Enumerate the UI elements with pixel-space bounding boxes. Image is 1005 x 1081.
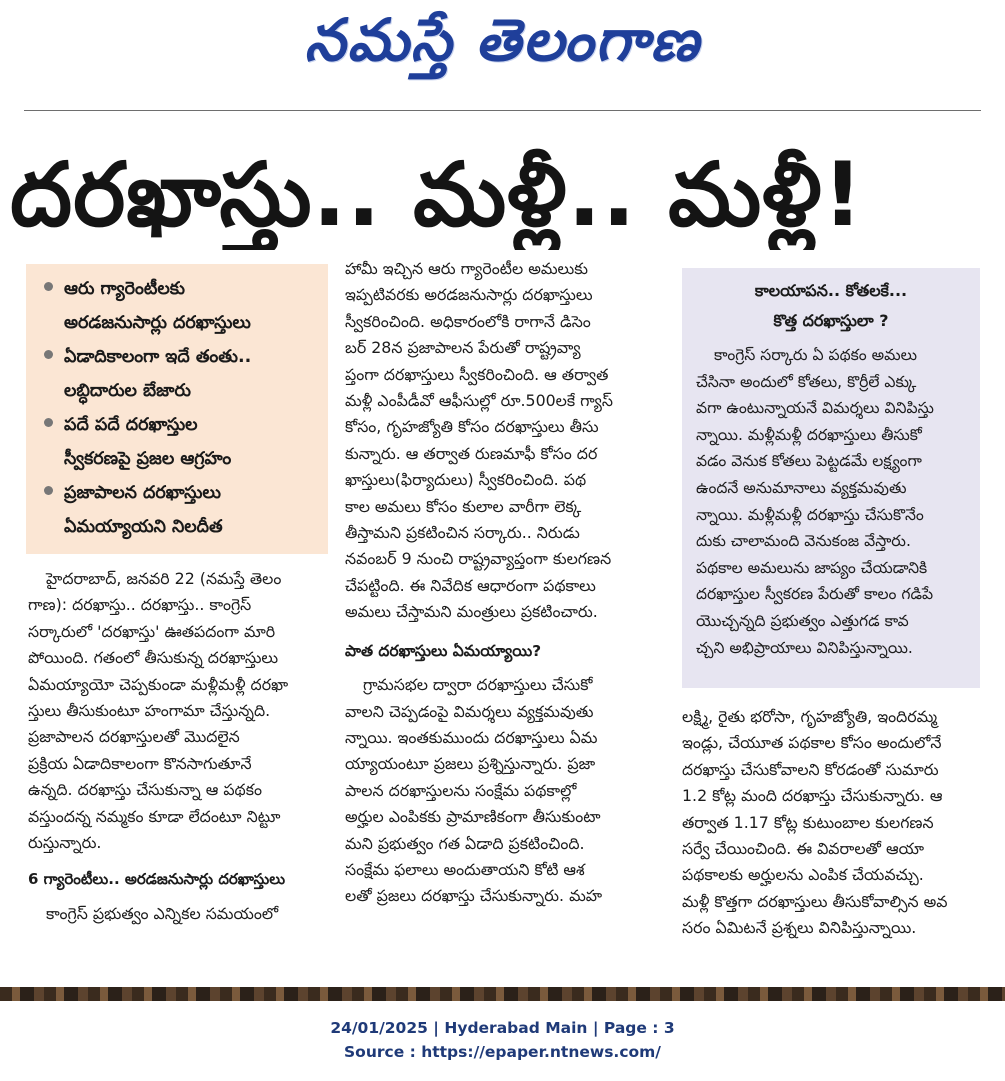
- highlight-item: [42, 476, 318, 544]
- text-line: దరఖాస్తుల స్వీకరణ పేరుతో కాలం గడిపే: [696, 585, 934, 604]
- article-column-1: [28, 566, 328, 927]
- text-line: ఇప్పటివరకు అరడజనుసార్లు దరఖాస్తులు: [345, 285, 593, 305]
- highlight-line: ప్రజాపాలన దరఖాస్తులు: [64, 483, 221, 503]
- highlights-list: [42, 272, 318, 544]
- text-line: వగా ఉంటున్నాయనే విమర్శలు వినిపిస్తు: [696, 399, 934, 418]
- subheading-old-applications: పాత దరఖాస్తులు ఏమయ్యాయి?: [345, 641, 542, 660]
- text-line: లక్ష్మి, రైతు భరోసా, గృహజ్యోతి, ఇందిరమ్మ: [682, 707, 938, 726]
- page-footer: [0, 1016, 1005, 1064]
- text-line: సంక్షేమ ఫలాలు అందుతాయని కోటి ఆశ: [345, 859, 585, 879]
- text-line: ఉందనే అనుమానాలు వ్యక్తమవుతు: [696, 478, 907, 497]
- text-line: న్నాయి. ఇంతకుముందు దరఖాస్తులు ఏమ: [345, 727, 598, 747]
- sidebar-body: [696, 342, 966, 661]
- text-line: ఉన్నది. దరఖాస్తు చేసుకున్నా ఆ పథకం: [28, 780, 262, 800]
- text-line: కాంగ్రెస్ సర్కారు ఏ పథకం అమలు: [714, 346, 918, 364]
- highlights-box: [26, 264, 328, 554]
- text-line: కాల అమలు కోసం కులాల వారీగా లెక్క: [345, 496, 582, 516]
- text-line: గ్రామసభల ద్వారా దరఖాస్తులు చేసుకో: [363, 675, 593, 695]
- text-line: సరం ఏమిటనే ప్రశ్నలు వినిపిస్తున్నాయి.: [682, 918, 917, 938]
- masthead: [0, 0, 1005, 88]
- decorative-strip: [0, 987, 1005, 1001]
- text-line: సర్వే చేయించింది. ఈ వివరాలతో ఆయా: [682, 839, 924, 859]
- highlight-item: [42, 340, 318, 408]
- text-line: చ్చని అభిప్రాయాలు వినిపిస్తున్నాయి.: [696, 638, 913, 657]
- text-line: స్తులు తీసుకుంటూ హంగామా చేస్తున్నది.: [28, 701, 271, 721]
- text-line: మళ్లీ ఎంపీడీవో ఆఫీసుల్లో రూ.500లకే గ్యాస్: [345, 391, 614, 411]
- text-line: హామీ ఇచ్చిన ఆరు గ్యారెంటీల అమలుకు: [345, 259, 588, 278]
- column-2-body-2: [345, 672, 663, 910]
- highlight-line: ఆరు గ్యారెంటీలకు: [64, 279, 185, 299]
- sidebar-box: [682, 268, 980, 688]
- text-line: పోయింది. గతంలో తీసుకున్న దరఖాస్తులు: [28, 648, 279, 668]
- text-line: హైదరాబాద్, జనవరి 22 (నమస్తే తెలం: [46, 569, 282, 588]
- text-line: వడం వెనుక కోతలు పెట్టడమే లక్ష్యంగా: [696, 452, 922, 471]
- text-line: కోసం, గృహజ్యోతి కోసం దరఖాస్తులు తీసు: [345, 417, 599, 437]
- footer-edition-info: 24/01/2025 | Hyderabad Main | Page : 3: [330, 1019, 675, 1037]
- text-line: రుస్తున్నారు.: [28, 833, 102, 853]
- text-line: పాలన దరఖాస్తులను సంక్షేమ పథకాల్లో: [345, 780, 577, 800]
- column-1-tail: కాంగ్రెస్ ప్రభుత్వం ఎన్నికల సమయంలో: [46, 903, 279, 923]
- text-line: ఇండ్లు, చేయూత పథకాల కోసం అందులోనే: [682, 733, 942, 753]
- text-line: య్యాయంటూ ప్రజలు ప్రశ్నిస్తున్నారు. ప్రజా: [345, 754, 596, 774]
- text-line: 1.2 కోట్ల మంది దరఖాస్తు చేసుకున్నారు. ఆ: [682, 786, 943, 806]
- text-line: ప్రజాపాలన దరఖాస్తులతో మొదలైన: [28, 727, 240, 747]
- text-line: దుకు చాలామంది వెనుకంజ వేస్తారు.: [696, 532, 911, 551]
- highlight-line: ఏమయ్యాయని నిలదీత: [64, 517, 223, 537]
- text-line: పథకాల అమలును జాప్యం చేయడానికి: [696, 558, 928, 577]
- text-line: చేపట్టింది. ఈ నివేదిక ఆధారంగా పథకాలు: [345, 575, 596, 595]
- highlight-line: లబ్ధిదారుల బేజారు: [64, 381, 191, 401]
- text-line: అమలు చేస్తామని మంత్రులు ప్రకటించారు.: [345, 602, 598, 622]
- text-line: గాణ): దరఖాస్తు.. దరఖాస్తు.. కాంగ్రెస్: [28, 595, 252, 615]
- highlight-line: ఏడాదికాలంగా ఇదే తంతు..: [64, 347, 252, 367]
- text-line: బర్ 28న ప్రజాపాలన పేరుతో రాష్ట్రవ్యా: [345, 338, 581, 358]
- text-line: మళ్లీ కొత్తగా దరఖాస్తులు తీసుకోవాల్సిన అవ: [682, 891, 948, 911]
- text-line: దరఖాస్తు చేసుకోవాలని కోరడంతో సుమారు: [682, 759, 939, 779]
- bullet-dot-icon: [44, 486, 53, 495]
- headline: దరఖాస్తు.. మళ్లీ.. మళ్లీ!: [10, 143, 864, 246]
- subheading-six-guarantees: 6 గ్యారెంటీలు.. అరడజనుసార్లు దరఖాస్తులు: [28, 870, 286, 889]
- article-column-3: [682, 704, 980, 942]
- text-line: సర్కారులో 'దరఖాస్తు' ఊతపదంగా మారి: [28, 621, 276, 641]
- text-line: యొచ్చన్నది ప్రభుత్వం ఎత్తుగడ కావ: [696, 611, 909, 630]
- highlight-item: [42, 408, 318, 476]
- highlight-line: స్వీకరణపై ప్రజల ఆగ్రహం: [64, 449, 232, 469]
- highlight-item: [42, 272, 318, 340]
- column-3-body: [682, 704, 980, 942]
- text-line: అర్హుల ఎంపికకు ప్రామాణికంగా తీసుకుంటా: [345, 807, 601, 827]
- text-line: తర్వాత 1.17 కోట్ల కుటుంబాల కులగణన: [682, 812, 934, 832]
- sidebar-heading-2: కొత్త దరఖాస్తులా ?: [773, 311, 889, 330]
- text-line: న్నాయి. మళ్లీమళ్లీ దరఖాస్తులు తీసుకో: [696, 425, 922, 444]
- highlight-line: అరడజనుసార్లు దరఖాస్తులు: [64, 313, 251, 333]
- bullet-dot-icon: [44, 418, 53, 427]
- text-line: నవంబర్ 9 నుంచి రాష్ట్రవ్యాప్తంగా కులగణన: [345, 549, 612, 569]
- highlight-line: పదే పదే దరఖాస్తుల: [64, 415, 198, 435]
- column-1-body: [28, 566, 328, 856]
- text-line: స్వీకరించింది. అధికారంలోకి రాగానే డిసెం: [345, 311, 591, 331]
- column-2-body: [345, 256, 663, 626]
- text-line: కున్నారు. ఆ తర్వాత రుణమాఫీ కోసం దర: [345, 443, 598, 463]
- newspaper-logo: నమస్తే తెలంగాణ: [304, 6, 701, 74]
- text-line: ఏమయ్యాయో చెప్పకుండా మళ్లీమళ్లీ దరఖా: [28, 674, 289, 694]
- article-column-2: [345, 256, 663, 910]
- bullet-dot-icon: [44, 282, 53, 291]
- text-line: ఖాస్తులు(ఫిర్యాదులు) స్వీకరించింది. పథ: [345, 470, 587, 490]
- text-line: చేసినా అందులో కోతలు, కొర్రీలే ఎక్కు: [696, 372, 917, 391]
- text-line: వాలని చెప్పడంపై విమర్శలు వ్యక్తమవుతు: [345, 701, 594, 721]
- text-line: వస్తుందన్న నమ్మకం కూడా లేదంటూ నిట్టూ: [28, 806, 281, 826]
- text-line: ప్రక్రియ ఏడాదికాలంగా కొనసాగుతూనే: [28, 753, 252, 773]
- text-line: తీస్తామని ప్రకటించిన సర్కారు.. నిరుడు: [345, 523, 580, 543]
- text-line: న్నాయి. మళ్లీమళ్లీ దరఖాస్తు చేసుకొనేం: [696, 505, 924, 524]
- text-line: ప్తంగా దరఖాస్తులు స్వీకరించింది. ఆ తర్వాత: [345, 364, 609, 384]
- masthead-divider: [24, 110, 981, 111]
- text-line: మని ప్రభుత్వం గత ఏడాది ప్రకటించింది.: [345, 833, 585, 853]
- text-line: పథకాలకు అర్హులను ఎంపిక చేయవచ్చు.: [682, 865, 924, 885]
- footer-source: Source : https://epaper.ntnews.com/: [344, 1043, 661, 1061]
- bullet-dot-icon: [44, 350, 53, 359]
- text-line: లతో ప్రజలు దరఖాస్తు చేసుకున్నారు. మహ: [345, 886, 603, 906]
- sidebar-heading-1: కాలయాపన.. కోతలకే...: [754, 281, 908, 300]
